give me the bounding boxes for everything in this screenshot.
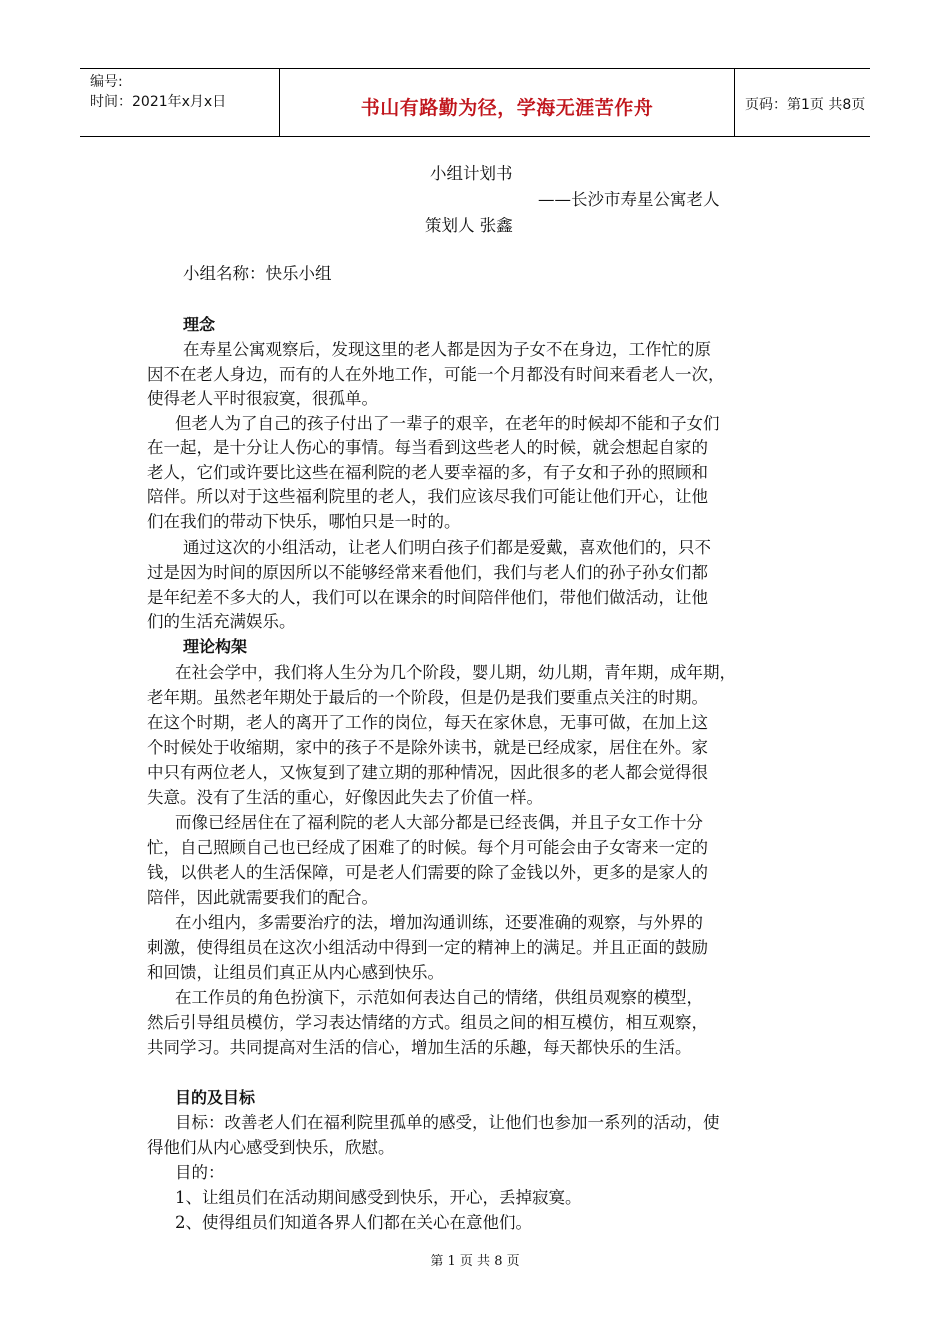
paragraph-line: 而像已经居住在了福利院的老人大部分都是已经丧偶，并且子女工作十分 (175, 813, 703, 832)
paragraph-line: 陪伴。所以对于这些福利院里的老人，我们应该尽我们可能让他们开心，让他 (147, 487, 708, 506)
paragraph-line: 们的生活充满娱乐。 (147, 612, 296, 631)
header-motto: 书山有路勤为径，学海无涯苦作舟 (360, 97, 654, 119)
paragraph-line: 个时候处于收缩期，家中的孩子不是除外读书，就是已经成家，居住在外。家 (147, 738, 708, 757)
header-page-label: 页码：第1页 共8页 (745, 97, 866, 113)
paragraph-line: 在这个时期，老人的离开了工作的岗位，每天在家休息，无事可做，在加上这 (147, 713, 708, 732)
paragraph-line: 老年期。虽然老年期处于最后的一个阶段，但是仍是我们要重点关注的时期。 (147, 688, 708, 707)
section-heading-goals: 目的及目标 (175, 1088, 256, 1107)
paragraph-line: 通过这次的小组活动，让老人们明白孩子们都是爱戴，喜欢他们的，只不 (183, 538, 711, 557)
paragraph-line: 共同学习。共同提高对生活的信心，增加生活的乐趣，每天都快乐的生活。 (147, 1038, 692, 1057)
document-title: 小组计划书 (430, 164, 513, 183)
paragraph-line: 老人，它们或许要比这些在福利院的老人要幸福的多，有子女和子孙的照顾和 (147, 463, 708, 482)
paragraph-line: 得他们从内心感受到快乐，欣慰。 (147, 1138, 395, 1157)
paragraph-line: 在工作员的角色扮演下，示范如何表达自己的情绪，供组员观察的模型， (175, 988, 703, 1007)
paragraph-line: 钱，以供老人的生活保障，可是老人们需要的除了金钱以外，更多的是家人的 (147, 863, 708, 882)
paragraph-line: 们在我们的带动下快乐，哪怕只是一时的。 (147, 512, 461, 531)
paragraph-line: 陪伴，因此就需要我们的配合。 (147, 888, 378, 907)
header-meta-cell (80, 69, 280, 136)
paragraph-line: 因不在老人身边，而有的人在外地工作，可能一个月都没有时间来看老人一次， (147, 365, 725, 384)
header-page-cell (735, 69, 870, 136)
section-heading-theory: 理论构架 (183, 637, 248, 656)
document-subtitle: ——长沙市寿星公寓老人 (538, 190, 720, 209)
paragraph-line: 在寿星公寓观察后，发现这里的老人都是因为子女不在身边，工作忙的原 (183, 340, 711, 359)
purpose-label: 目的： (175, 1163, 225, 1182)
paragraph-line: 忙，自己照顾自己也已经成了困难了的时候。每个月可能会由子女寄来一定的 (147, 838, 708, 857)
paragraph-line: 然后引导组员模仿，学习表达情绪的方式。组员之间的相互模仿，相互观察， (147, 1013, 708, 1032)
paragraph-line: 过是因为时间的原因所以不能够经常来看他们，我们与老人们的孙子孙女们都 (147, 563, 708, 582)
paragraph-line: 使得老人平时很寂寞，很孤单。 (147, 389, 378, 408)
paragraph-line: 但老人为了自己的孩子付出了一辈子的艰辛，在老年的时候却不能和子女们 (175, 414, 720, 433)
list-item: 1、让组员们在活动期间感受到快乐，开心，丢掉寂寞。 (175, 1188, 582, 1207)
document-date-label: 时间：2021年x月x日 (90, 94, 227, 110)
section-heading-concept: 理念 (183, 315, 216, 334)
paragraph-line: 在小组内，多需要治疗的法，增加沟通训练，还要准确的观察，与外界的 (175, 913, 703, 932)
document-author: 策划人 张鑫 (425, 216, 513, 235)
paragraph-line: 中只有两位老人，又恢复到了建立期的那种情况，因此很多的老人都会觉得很 (147, 763, 708, 782)
document-number-label: 编号: (90, 74, 123, 90)
paragraph-line: 在一起，是十分让人伤心的事情。每当看到这些老人的时候，就会想起自家的 (147, 438, 708, 457)
header-motto-cell (280, 69, 735, 136)
paragraph-line: 刺激，使得组员在这次小组活动中得到一定的精神上的满足。并且正面的鼓励 (147, 938, 708, 957)
page-footer: 第 1 页 共 8 页 (430, 1254, 520, 1269)
list-item: 2、使得组员们知道各界人们都在关心在意他们。 (175, 1213, 532, 1232)
paragraph-line: 在社会学中，我们将人生分为几个阶段，婴儿期，幼儿期，青年期，成年期， (175, 663, 736, 682)
group-name: 小组名称：快乐小组 (183, 264, 332, 283)
paragraph-line: 是年纪差不多大的人，我们可以在课余的时间陪伴他们，带他们做活动，让他 (147, 588, 708, 607)
paragraph-line: 失意。没有了生活的重心，好像因此失去了价值一样。 (147, 788, 543, 807)
paragraph-line: 目标：改善老人们在福利院里孤单的感受，让他们也参加一系列的活动，使 (175, 1113, 720, 1132)
page-header (80, 68, 870, 137)
paragraph-line: 和回馈，让组员们真正从内心感到快乐。 (147, 963, 444, 982)
